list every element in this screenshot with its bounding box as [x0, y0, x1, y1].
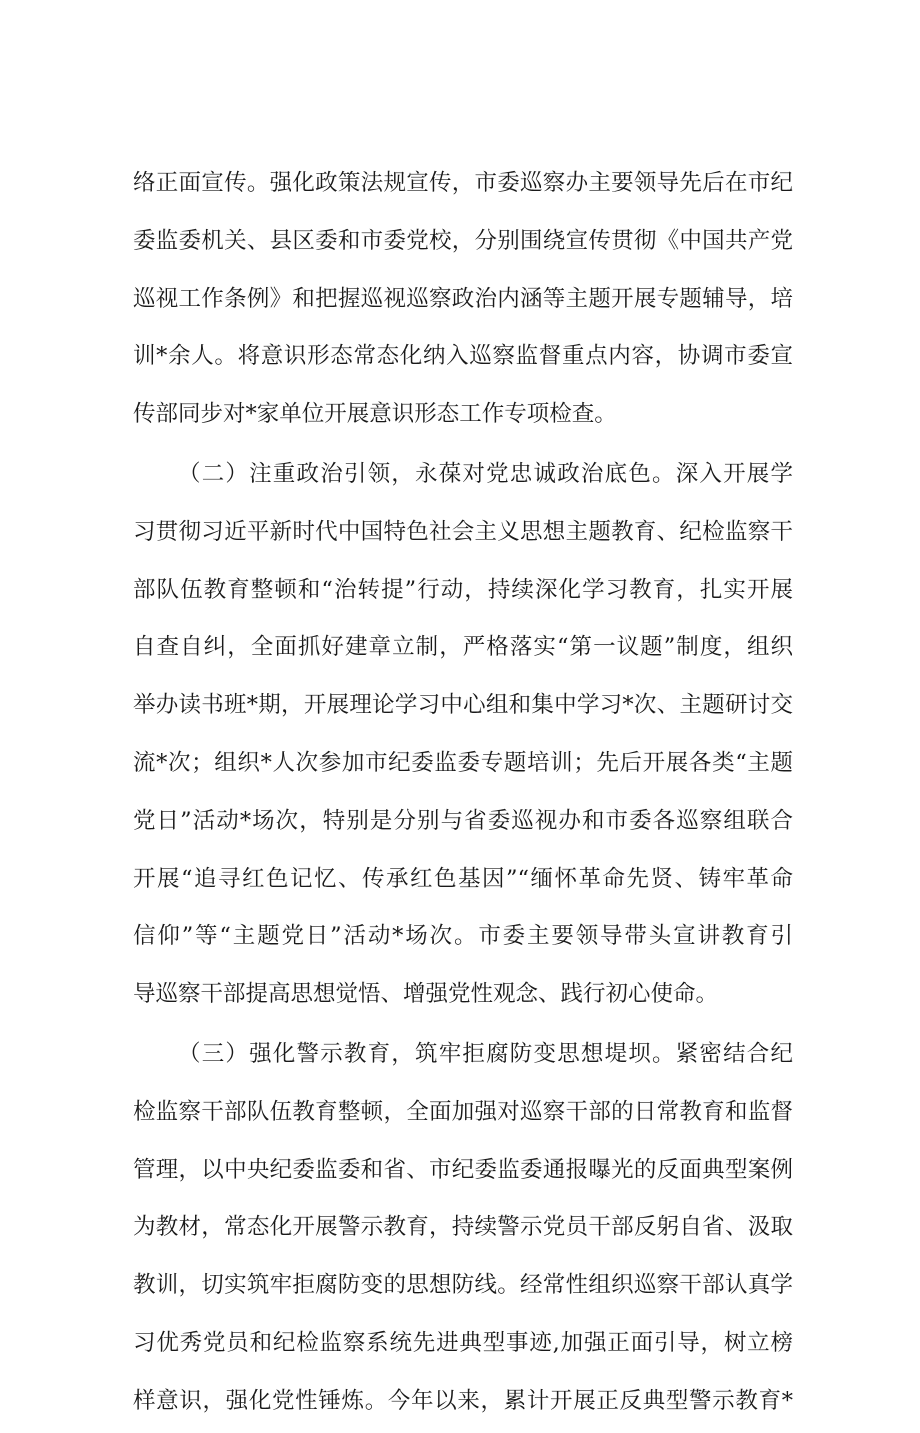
paragraph-propaganda [133, 155, 793, 444]
paragraph-political-guidance [133, 446, 793, 1024]
text-line: 传部同步对*家单位开展意识形态工作专项检查。 [133, 401, 617, 428]
text-line: 开展“追寻红色记忆、传承红色基因”“缅怀革命先贤、铸牢革命 [133, 865, 793, 892]
text-line: 党日”活动*场次，特别是分别与省委巡视办和市委各巡察组联合 [133, 807, 793, 834]
text-line: 管理，以中央纪委监委和省、市纪委监委通报曝光的反面典型案例 [133, 1156, 793, 1183]
text-line: 导巡察干部提高思想觉悟、增强党性观念、践行初心使命。 [133, 981, 719, 1008]
document-body [133, 155, 793, 1433]
text-line: 流*次；组织*人次参加市纪委监委专题培训；先后开展各类“主题 [133, 749, 793, 776]
text-line: 习贯彻习近平新时代中国特色社会主义思想主题教育、纪检监察干 [133, 518, 793, 545]
text-line: 举办读书班*期，开展理论学习中心组和集中学习*次、主题研讨交 [133, 692, 793, 719]
text-line: 教训，切实筑牢拒腐防变的思想防线。经常性组织巡察干部认真学 [133, 1272, 793, 1299]
text-line: 络正面宣传。强化政策法规宣传，市委巡察办主要领导先后在市纪 [133, 170, 793, 196]
text-line: 检监察干部队伍教育整顿，全面加强对巡察干部的日常教育和监督 [133, 1098, 793, 1125]
text-line: 委监委机关、县区委和市委党校，分别围绕宣传贯彻《中国共产党 [133, 227, 793, 254]
text-line: 习优秀党员和纪检监察系统先进典型事迹,加强正面引导，树立榜 [133, 1329, 793, 1356]
section-heading-line: （二）注重政治引领，永葆对党忠诚政治底色。深入开展学 [178, 460, 793, 487]
section-heading-line: （三）强化警示教育，筑牢拒腐防变思想堤坝。紧密结合纪 [178, 1040, 793, 1067]
text-line: 信仰”等“主题党日”活动*场次。市委主要领导带头宣讲教育引 [133, 923, 793, 950]
text-line: 为教材，常态化开展警示教育，持续警示党员干部反躬自省、汲取 [133, 1214, 793, 1241]
text-line: 训*余人。将意识形态常态化纳入巡察监督重点内容，协调市委宣 [133, 343, 793, 370]
text-line: 自查自纠，全面抓好建章立制，严格落实“第一议题”制度，组织 [133, 634, 793, 661]
text-line: 巡视工作条例》和把握巡视巡察政治内涵等主题开展专题辅导，培 [133, 285, 793, 312]
paragraph-warning-education [133, 1026, 793, 1431]
text-line: 部队伍教育整顿和“治转提”行动，持续深化学习教育，扎实开展 [133, 576, 793, 603]
text-line: 样意识，强化党性锤炼。今年以来，累计开展正反典型警示教育* [133, 1387, 793, 1414]
